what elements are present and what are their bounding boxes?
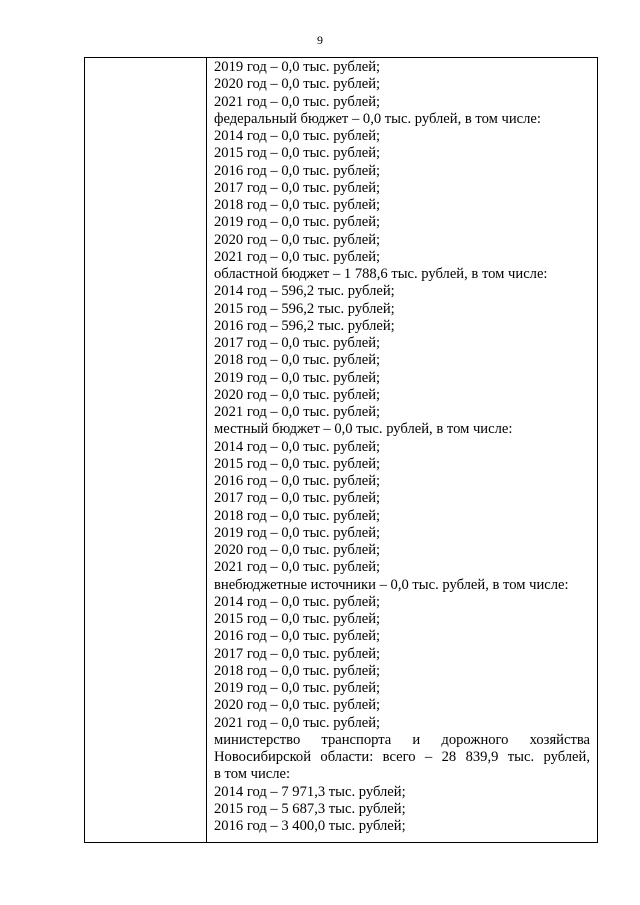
table-right-cell [214,59,590,835]
funding-line: 2020 год – 0,0 тыс. рублей; [214,231,381,248]
ministry-line: Новосибирской области: всего – 28 839,9 тыс. рублей, [214,749,590,765]
funding-line: 2014 год – 0,0 тыс. рублей; [214,593,381,610]
funding-line: 2015 год – 596,2 тыс. рублей; [214,300,395,317]
funding-line: 2018 год – 0,0 тыс. рублей; [214,197,381,213]
funding-line: 2016 год – 0,0 тыс. рублей; [214,628,381,645]
funding-line: 2021 год – 0,0 тыс. рублей; [214,714,381,731]
ministry-year-line: 2016 год – 3 400,0 тыс. рублей; [214,818,406,834]
funding-line: 2020 год – 0,0 тыс. рублей; [214,386,381,403]
funding-line: 2019 год – 0,0 тыс. рублей; [214,214,381,231]
funding-line: 2017 год – 0,0 тыс. рублей; [214,645,381,662]
funding-line: 2017 год – 0,0 тыс. рублей; [214,335,381,351]
funding-line: федеральный бюджет – 0,0 тыс. рублей, в том числе: [214,110,541,127]
funding-line: 2019 год – 0,0 тыс. рублей; [214,369,381,386]
table-left-cell [85,58,206,842]
funding-line: 2018 год – 0,0 тыс. рублей; [214,507,381,524]
budget-table [84,57,598,843]
funding-line: 2019 год – 0,0 тыс. рублей; [214,680,381,696]
funding-line: 2015 год – 0,0 тыс. рублей; [214,145,381,162]
page-number: 9 [317,33,323,47]
column-divider [206,58,207,842]
ministry-line: министерство транспорта и дорожного хозяйства [214,731,590,748]
ministry-year-line: 2015 год – 5 687,3 тыс. рублей; [214,800,406,817]
funding-line: 2018 год – 0,0 тыс. рублей; [214,662,381,679]
funding-line: 2014 год – 596,2 тыс. рублей; [214,283,395,300]
funding-line: 2020 год – 0,0 тыс. рублей; [214,542,381,558]
funding-line: 2016 год – 596,2 тыс. рублей; [214,317,395,334]
funding-line: 2019 год – 0,0 тыс. рублей; [214,59,381,75]
funding-line: 2014 год – 0,0 тыс. рублей; [214,128,381,144]
funding-line: внебюджетные источники – 0,0 тыс. рублей, в том числе: [214,576,569,593]
funding-line: 2019 год – 0,0 тыс. рублей; [214,524,381,541]
funding-line: 2016 год – 0,0 тыс. рублей; [214,162,381,179]
funding-line: 2018 год – 0,0 тыс. рублей; [214,352,381,369]
funding-line: 2021 год – 0,0 тыс. рублей; [214,404,381,420]
funding-line: областной бюджет – 1 788,6 тыс. рублей, в том числе: [214,266,548,282]
funding-line: 2017 год – 0,0 тыс. рублей; [214,490,381,507]
funding-line: 2021 год – 0,0 тыс. рублей; [214,93,381,110]
ministry-line: в том числе: [214,766,291,783]
ministry-year-line: 2014 год – 7 971,3 тыс. рублей; [214,783,406,800]
funding-line: 2015 год – 0,0 тыс. рублей; [214,455,381,472]
funding-line: 2020 год – 0,0 тыс. рублей; [214,76,381,93]
funding-line: 2017 год – 0,0 тыс. рублей; [214,179,381,196]
ministry-year-lines [214,784,590,836]
funding-line: 2020 год – 0,0 тыс. рублей; [214,697,381,714]
funding-line: 2014 год – 0,0 тыс. рублей; [214,438,381,455]
funding-line: местный бюджет – 0,0 тыс. рублей, в том числе: [214,421,513,438]
funding-line: 2021 год – 0,0 тыс. рублей; [214,559,381,576]
funding-line: 2016 год – 0,0 тыс. рублей; [214,473,381,489]
funding-line: 2015 год – 0,0 тыс. рублей; [214,611,381,627]
funding-line: 2021 год – 0,0 тыс. рублей; [214,248,381,265]
funding-lines [214,59,590,732]
